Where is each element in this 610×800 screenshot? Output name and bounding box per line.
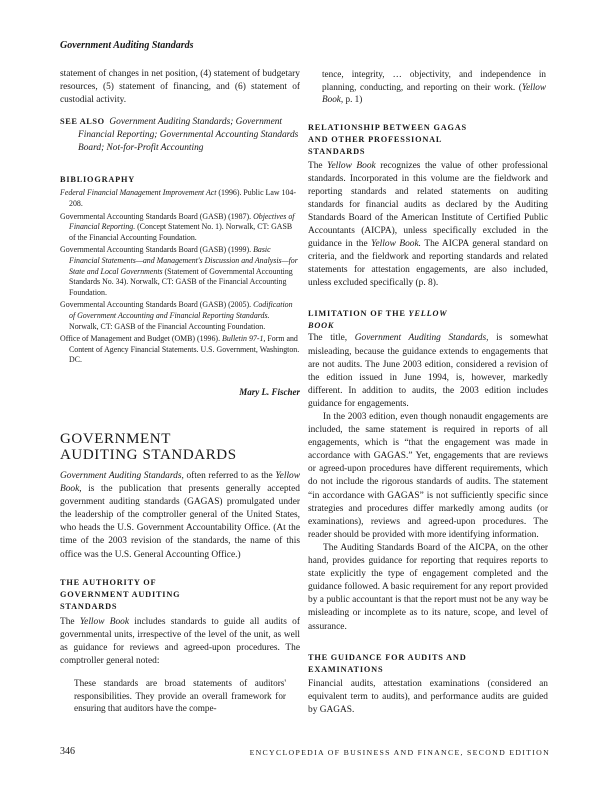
paragraph: The Yellow Book recognizes the value of other professional standards. Incorporated in this volume are the fieldwork and reporting standards and related statements on auditing standards for financial audits as declared by the Auditing Standards Board of the American Institute of Certified Public Accountants (AICPA), unless specifically excluded in the guidance in the Yellow Book. The AICPA general standard on criteria, and the fieldwork and reporting standards and related statements for attestation engagements, are also included, unless excluded specifically (p. 8). — [308, 160, 548, 289]
right-column — [308, 68, 548, 717]
author-signature: Mary L. Fischer — [239, 386, 300, 397]
intro-paragraph: statement of changes in net position, (4) statement of budgetary resources, (5) statement of financing, and (6) statement of custodial activity. — [60, 69, 300, 106]
block-quote: These standards are broad statements of auditors' responsibilities. They provide an overall framework for ensuring that auditors have the compe- — [74, 678, 286, 713]
see-also-links[interactable]: Government Auditing Standards; Government Financial Reporting; Governmental Accounting Standards Board; Not-for-Profit Accounting — [78, 117, 299, 154]
running-head: Government Auditing Standards — [60, 40, 194, 51]
bib-entry: Office of Management and Budget (OMB) (1996). Bulletin 97-1, Form and Content of Agency Financial Statements. U.S. Government, Washington. DC. — [60, 334, 300, 365]
see-also — [60, 115, 300, 155]
bib-entry: Governmental Accounting Standards Board (GASB) (2005). Codification of Government Accounting and Financial Reporting Standards. Norwalk, CT: GASB of the Financial Accounting Foundation. — [60, 300, 293, 331]
bib-entry: Federal Financial Management Improvement Act (1996). Public Law 104-208. — [60, 188, 297, 208]
paragraph: The Yellow Book includes standards to guide all audits of governmental units, irrespective of the level of the unit, as well as guidance for reviews and agreed-upon procedures. The comptroller general noted: — [60, 616, 300, 666]
left-column — [60, 68, 300, 715]
page-number: 346 — [60, 746, 75, 757]
article-title: GOVERNMENT AUDITING STANDARDS — [60, 430, 237, 464]
section-heading: THE GUIDANCE FOR AUDITS AND EXAMINATIONS — [308, 652, 467, 674]
paragraph: The Auditing Standards Board of the AICPA, on the other hand, provides guidance for reporting that requires reports to state explicitly the type of engagement completed and the guidance followed. A basic requirement for any report provided by a public accountant is that the report must not be any way be misleading or incomplete as to its nature, scope, and level of assurance. — [308, 542, 548, 632]
bib-entry: Governmental Accounting Standards Board (GASB) (1999). Basic Financial Statements—and Management's Discussion and Analysis—for State and Local Governments (Statement of Governmental Accounting Standards No. 34). Norwalk, CT: GASB of the Financial Accounting Foundation. — [60, 245, 298, 297]
block-quote-continued: tence, integrity, … objectivity, and independence in planning, conducting, and reporting on their work. (Yellow Book, p. 1) — [322, 69, 546, 104]
paragraph: The title, Government Auditing Standards, is somewhat misleading, because the guidance extends to engagements that are not audits. The June 2003 edition, considered a revision of the edition issued in June 1994, is, however, markedly different. In addition to audits, the 2003 edition includes guidance for engagements. — [308, 333, 548, 409]
book-title: ENCYCLOPEDIA OF BUSINESS AND FINANCE, SECOND EDITION — [249, 748, 550, 757]
section-heading: THE AUTHORITY OF GOVERNMENT AUDITING STANDARDS — [60, 577, 181, 611]
see-also-label: SEE ALSO — [60, 117, 105, 127]
paragraph: In the 2003 edition, even though nonaudit engagements are included, the same statement is required in reports of all engagements, which is “that the engagement was made in accordance with GAGAS.” Yet, engagements that are reviews or agreed-upon procedures have different requirements, which do not include the rigorous standards of audits. The statement “in accordance with GAGAS” is not sufficiently specific since strategies and procedures differ markedly among audits (or examinations), reviews and agreed-upon procedures. The reader should be provided with more identifying information. — [308, 412, 548, 540]
paragraph: Financial audits, attestation examinations (considered an equivalent term to audits), and performance audits are guided by GAGAS. — [308, 678, 548, 715]
section-heading: LIMITATION OF THE YELLOW BOOK — [308, 309, 448, 331]
paragraph: Government Auditing Standards, often referred to as the Yellow Book, is the publication that presents generally accepted government auditing standards (GAGAS) promulgated under the leadership of the comptroller general of the United States, who heads the U.S. Government Accountability Office. (At the time of the 2003 revision of the standards, the name of this office was the U.S. General Accounting Office.) — [60, 470, 300, 560]
section-heading: RELATIONSHIP BETWEEN GAGAS AND OTHER PROFESSIONAL STANDARDS — [308, 122, 467, 156]
bib-entry: Governmental Accounting Standards Board (GASB) (1987). Objectives of Financial Reporting. (Concept Statement No. 1). Norwalk, CT: GASB of the Financial Accounting Foundation. — [60, 211, 295, 242]
bibliography — [60, 188, 300, 366]
bibliography-heading: BIBLIOGRAPHY — [60, 175, 136, 185]
